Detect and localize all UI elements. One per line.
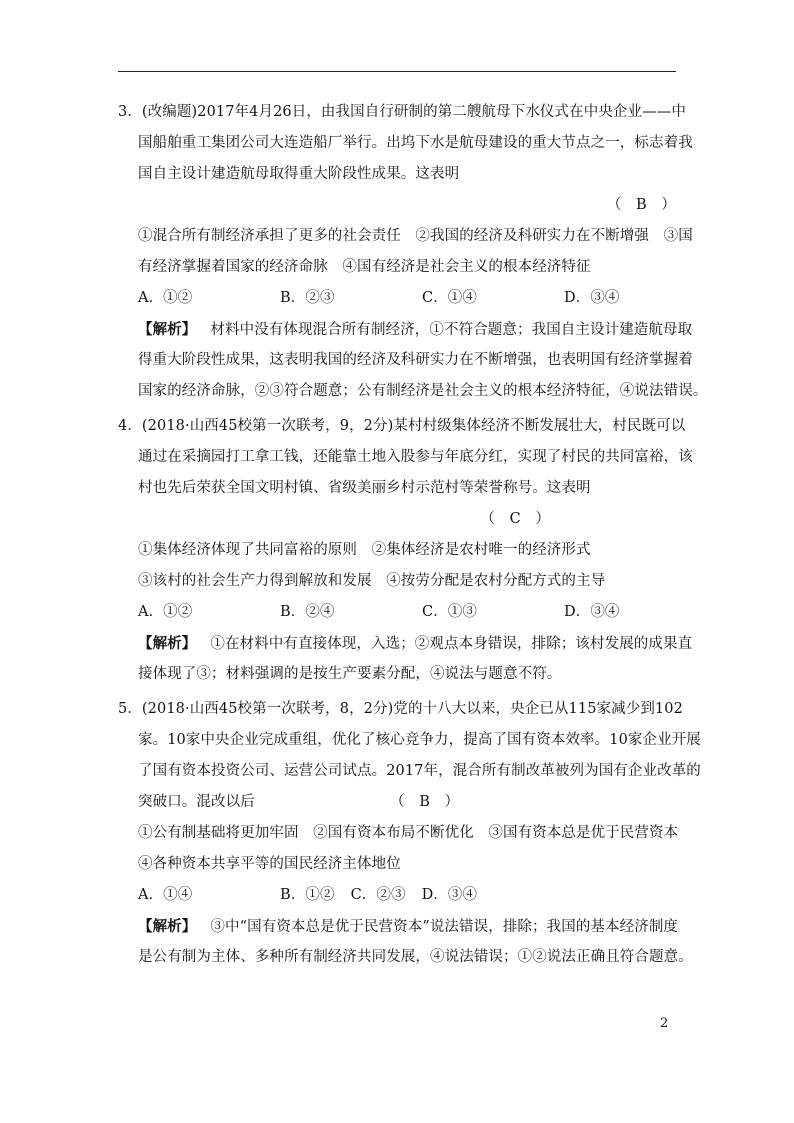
option-d: D．③④ [421,887,478,903]
statement-line: ①公有制基础将更加牢固 ②国有资本布局不断优化 ③国有资本总是优于民营资本 [138,825,679,841]
analysis-line: 国家的经济命脉，②③符合题意；公有制经济是社会主义的根本经济特征，④说法错误。 [138,383,708,399]
answer-bracket: （ C ） [480,511,550,527]
question-3 [118,97,708,407]
analysis-text: 材料中没有体现混合所有制经济，①不符合题意；我国自主设计建造航母取 [210,322,693,338]
question-text-line: 通过在采摘园打工拿工钱，还能靠土地入股参与年底分红，实现了村民的共同富裕，该 [138,449,693,465]
option-a: A．①② [138,290,193,306]
statement-line: 有经济掌握着国家的经济命脉 ④国有经济是社会主义的根本经济特征 [138,259,591,275]
analysis-line [118,628,693,659]
question-5 [118,694,701,973]
question-text-line: 国船舶重工集团公司大连造船厂举行。出坞下水是航母建设的重大节点之一，标志着我 [138,135,693,151]
option-b: B．②④ [280,604,335,620]
analysis-label: 【解析】 [138,918,197,935]
question-text-line: 家。10家中央企业完成重组，优化了核心竞争力，提高了国有资本效率。10家企业开展 [138,732,701,748]
options-row [118,283,680,314]
question-text-line [118,787,680,818]
option-c: C．①④ [422,290,477,306]
option-b: B．①② [280,887,335,903]
option-c: C．②③ [350,887,406,903]
option-c: C．①③ [422,604,477,620]
option-d: D．③④ [564,604,620,620]
page-number: 2 [660,1016,669,1031]
statement-line: ③该村的社会生产力得到解放和发展 ④按劳分配是农村分配方式的主导 [138,573,606,589]
question-text-line: 国自主设计建造航母取得重大阶段性成果。这表明 [138,166,460,182]
statement-line: ④各种资本共享平等的国民经济主体地位 [138,856,401,872]
statement-line: ①混合所有制经济承担了更多的社会责任 ②我国的经济及科研实力在不断增强 ③国 [138,228,693,244]
analysis-line [118,314,693,345]
question-4 [118,411,693,690]
question-text-line: 3．(改编题)2017年4月26日，由我国自行研制的第二艘航母下水仪式在中央企业——中 [118,104,686,120]
question-text-line: 村也先后荣获全国文明村镇、省级美丽乡村示范村等荣誉称号。这表明 [138,480,591,496]
option-a: A．①④ [138,887,193,903]
option-d: D．③④ [564,290,620,306]
question-tail-text: 突破口。混改以后 [138,794,255,810]
options-row [118,880,680,911]
header-rule [118,71,676,72]
analysis-text: ③中“国有资本总是优于民营资本”说法错误，排除；我国的基本经济制度 [210,919,679,935]
answer-bracket: （ B ） [606,197,676,213]
option-a: A．①② [138,604,193,620]
option-b: B．②③ [280,290,335,306]
analysis-text: ①在材料中有直接体现，入选；②观点本身错误，排除；该村发展的成果直 [210,636,693,652]
answer-bracket: （ B ） [390,794,460,810]
analysis-line: 得重大阶段性成果，这表明我国的经济及科研实力在不断增强，也表明国有经济掌握着 [138,352,693,368]
question-text-line: 5．(2018·山西45校第一次联考，8，2分)党的十八大以来，央企已从115家减少到102 [118,701,683,717]
analysis-line: 接体现了③；材料强调的是按生产要素分配，④说法与题意不符。 [138,666,562,682]
question-text-line: 4．(2018·山西45校第一次联考，9，2分)某村村级集体经济不断发展壮大，村民既可以 [118,418,686,434]
analysis-line [118,911,680,942]
question-text-line: 了国有资本投资公司、运营公司试点。2017年，混合所有制改革被列为国有企业改革的 [138,763,701,779]
options-row [118,597,680,628]
analysis-line: 是公有制为主体、多种所有制经济共同发展，④说法错误；①②说法正确且符合题意。 [138,949,693,965]
statement-line: ①集体经济体现了共同富裕的原则 ②集体经济是农村唯一的经济形式 [138,542,591,558]
analysis-label: 【解析】 [138,321,197,338]
document-body [118,97,708,977]
analysis-label: 【解析】 [138,635,197,652]
